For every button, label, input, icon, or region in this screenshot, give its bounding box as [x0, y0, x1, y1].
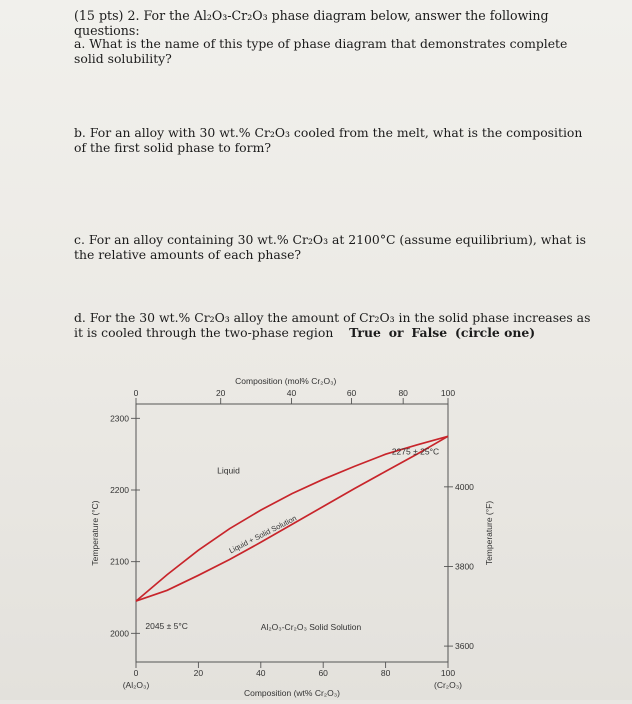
x-right-end-label: (Cr₂O₃) — [433, 680, 463, 690]
question-a-label: a. — [74, 36, 86, 51]
x-left-end-label: (Al₂O₃) — [122, 680, 150, 690]
question-c-label: c. — [74, 232, 85, 247]
x-tick-label-bottom: 20 — [193, 668, 204, 678]
y-tick-label-right: 3600 — [455, 641, 474, 652]
x-tick-label-top: 80 — [398, 388, 408, 398]
x-tick-label-top: 60 — [346, 388, 357, 398]
true-option[interactable]: True — [349, 325, 381, 340]
x-tick-label-top: 40 — [286, 388, 297, 398]
x-tick-label-bottom: 100 — [440, 668, 456, 678]
question-b-text: For an alloy with 30 wt.% Cr₂O₃ cooled from the melt, what is the composition of the first solid phase to form? — [74, 125, 583, 155]
y-tick-label-left: 2000 — [110, 628, 129, 639]
y-tick-label-left: 2300 — [110, 413, 129, 424]
x-tick-label-bottom: 40 — [256, 668, 266, 678]
liquid-region-label: Liquid — [217, 465, 240, 476]
x-tick-label-bottom: 60 — [318, 668, 328, 678]
melting-point-al2o3: 2045 ± 5°C — [145, 621, 188, 632]
question-d-label: d. — [74, 310, 86, 325]
x-tick-label-top: 0 — [133, 388, 139, 398]
melting-point-cr2o3: 2275 ± 25°C — [391, 446, 440, 457]
solid-region-label: Al₂O₃-Cr₂O₃ Solid Solution — [260, 621, 362, 632]
circle-one-note: (circle one) — [455, 325, 536, 340]
or-word: or — [388, 325, 404, 340]
question-header: (15 pts) 2. For the Al₂O₃-Cr₂O₃ phase diagram below, answer the following questions: — [74, 8, 549, 38]
x-tick-label-top: 100 — [440, 388, 456, 398]
x-axis-title: Composition (wt% Cr₂O₃) — [243, 688, 341, 698]
y-tick-label-left: 2100 — [110, 556, 129, 567]
question-a-text: What is the name of this type of phase diagram that demonstrates complete solid solubility? — [74, 36, 568, 66]
two-phase-region-label: Liquid + Solid Solution — [227, 513, 298, 556]
x-tick-label-bottom: 0 — [133, 668, 139, 678]
top-axis-title: Composition (mol% Cr₂O₃) — [235, 376, 337, 386]
y-axis-title-left: Temperature (°C) — [90, 500, 100, 566]
question-d-text: For the 30 wt.% Cr₂O₃ alloy the amount of Cr₂O₃ in the solid phase increases as it is cooled through the two-phase region — [74, 310, 591, 340]
y-axis-title-right: Temperature (°F) — [484, 500, 494, 566]
question-c-text: For an alloy containing 30 wt.% Cr₂O₃ at 2100°C (assume equilibrium), what is the relative amounts of each phase? — [74, 232, 586, 262]
y-tick-label-left: 2200 — [110, 485, 129, 495]
x-tick-label-top: 20 — [215, 388, 226, 398]
y-tick-label-right: 3800 — [455, 561, 474, 572]
question-b-label: b. — [74, 125, 86, 140]
y-tick-label-right: 4000 — [455, 481, 474, 492]
false-option[interactable]: False — [411, 325, 448, 340]
x-tick-label-bottom: 80 — [380, 668, 391, 678]
